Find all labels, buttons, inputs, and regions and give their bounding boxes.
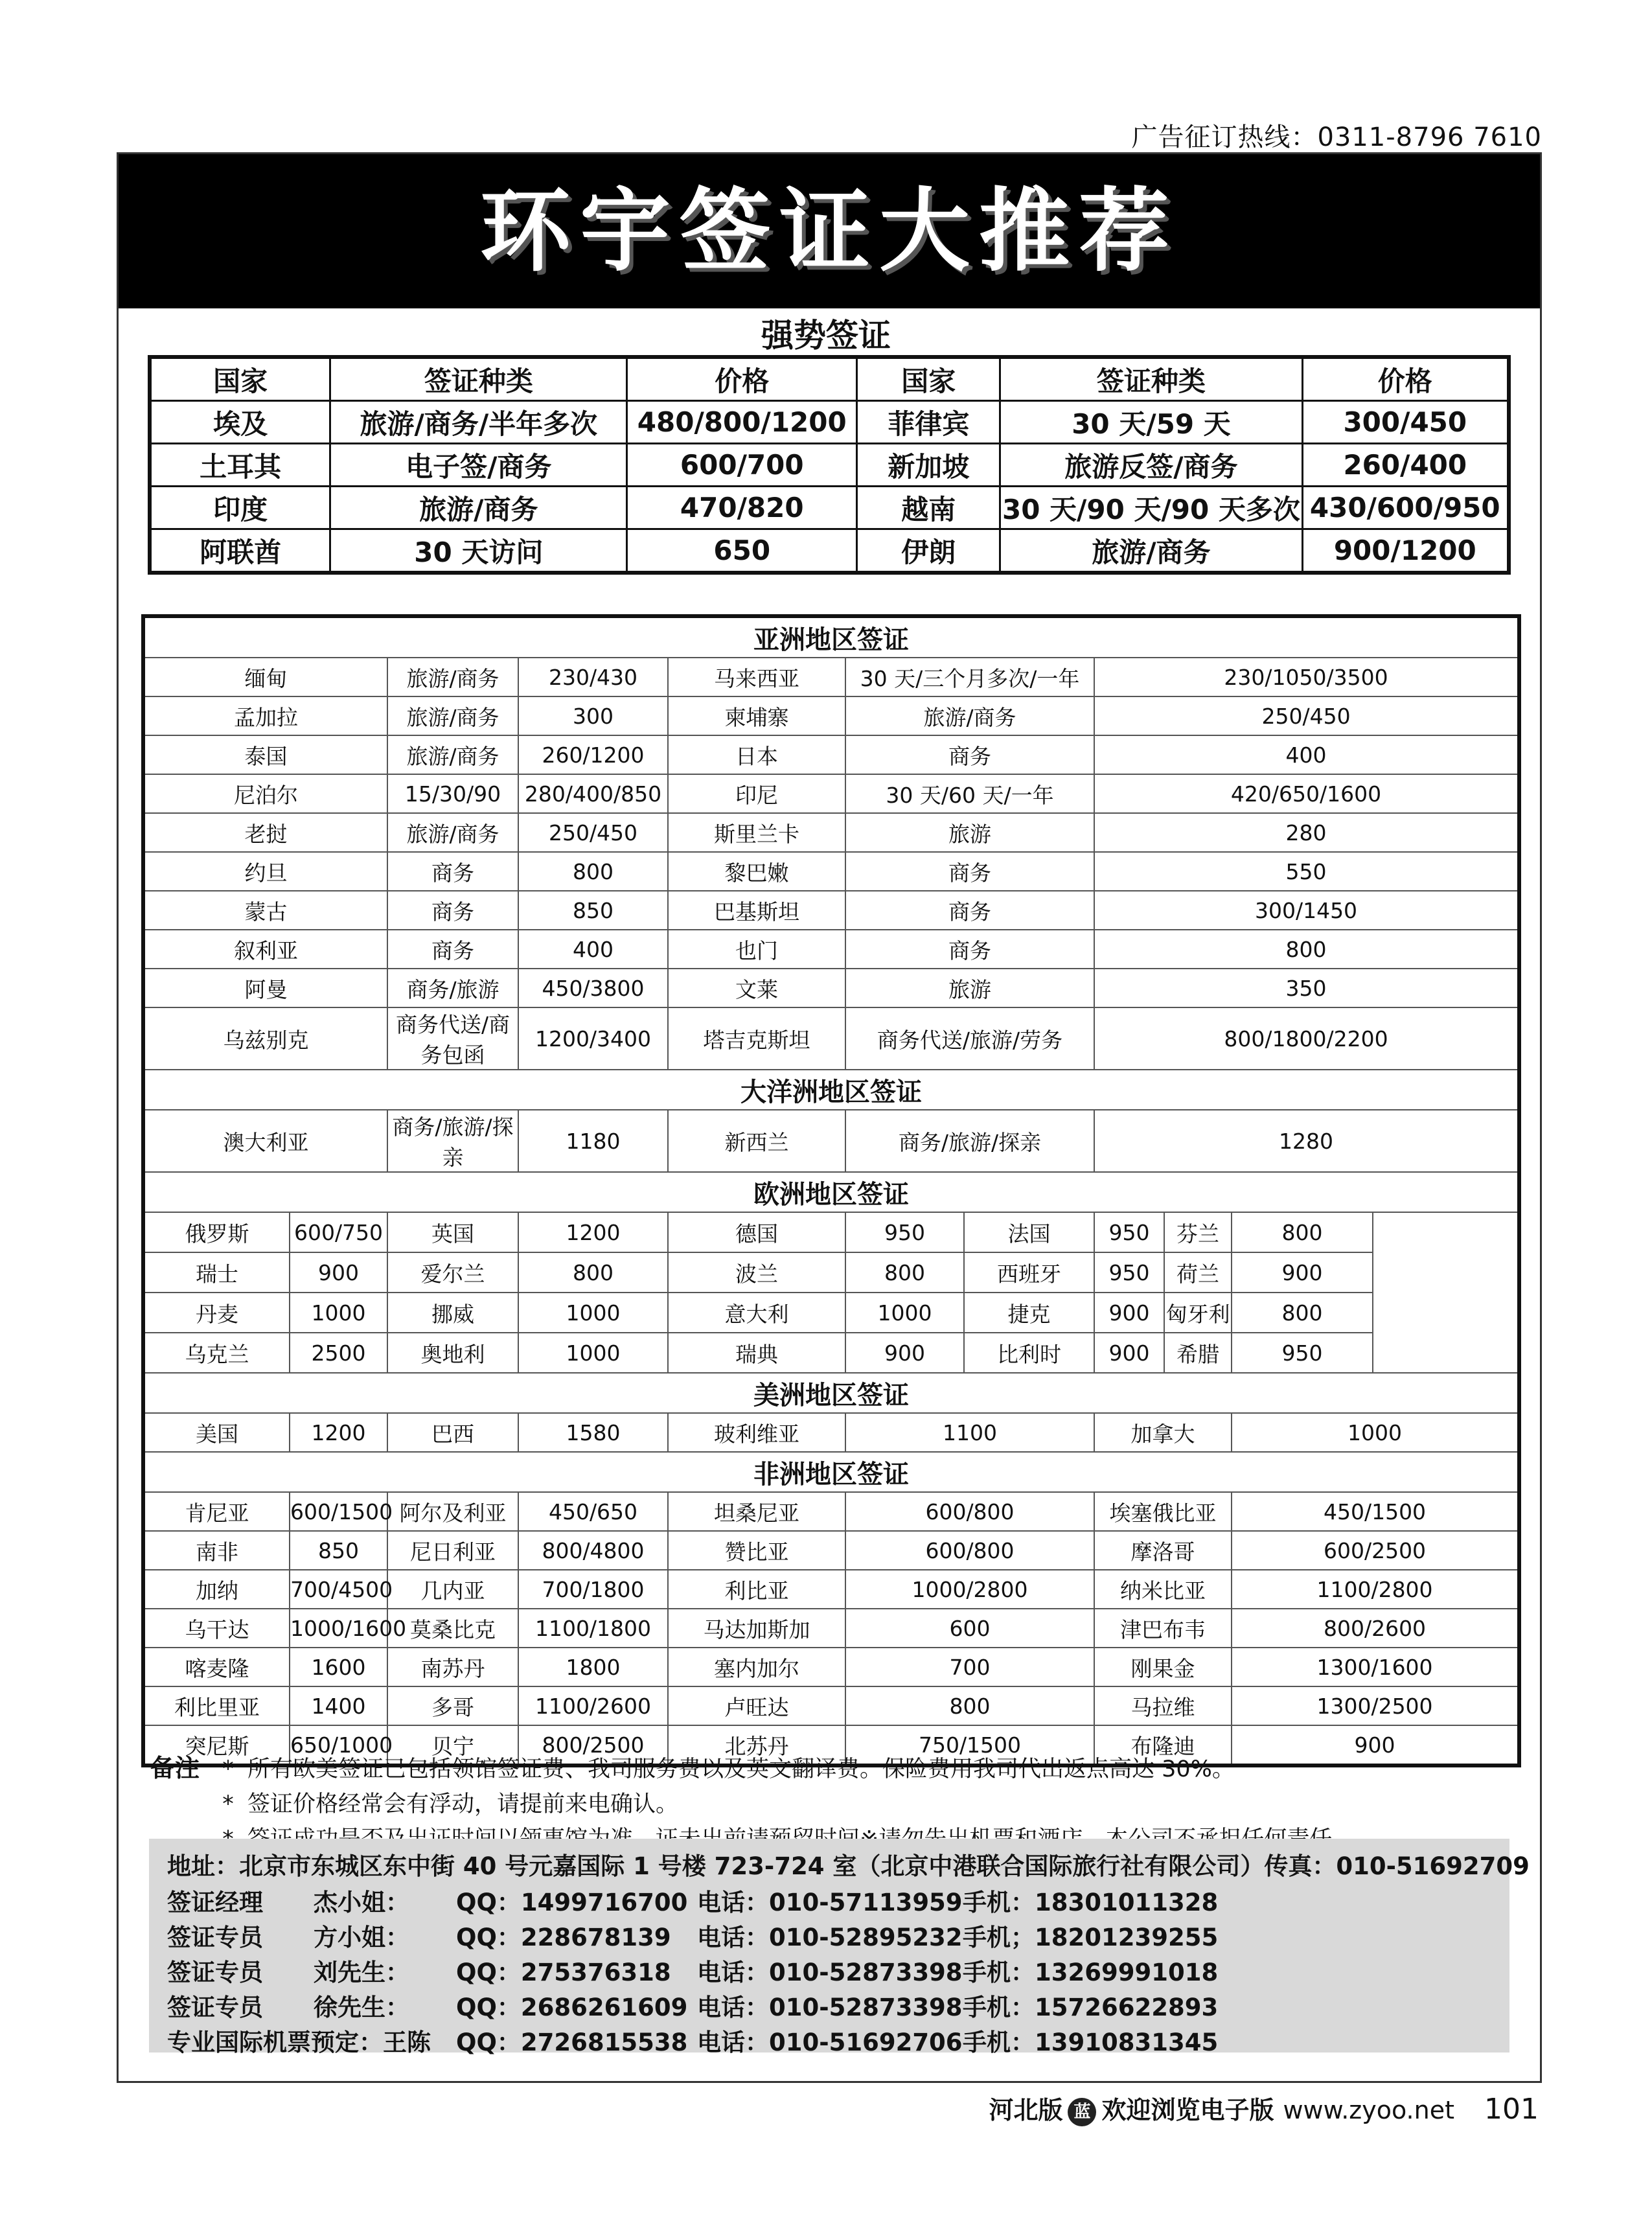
table-cell: 布隆迪 (1094, 1725, 1232, 1765)
table-cell: 1300/2500 (1232, 1686, 1519, 1725)
table-cell: 1100/1800 (518, 1609, 668, 1648)
table-cell: 商务 (387, 891, 518, 930)
table-row (143, 1492, 1519, 1531)
table-row (143, 1648, 1519, 1686)
table-cell: 1000 (290, 1293, 387, 1333)
table-cell: 1000/1600 (290, 1609, 387, 1648)
table-cell: 瑞士 (143, 1252, 290, 1293)
table-cell: 越南 (857, 487, 1000, 529)
table-cell: 商务 (387, 930, 518, 969)
table-cell: 商务 (845, 891, 1094, 930)
table-cell: 签证种类 (330, 357, 627, 401)
table-cell: 600 (845, 1609, 1094, 1648)
table-row (143, 813, 1519, 852)
table-cell: 丹麦 (143, 1293, 290, 1333)
table-cell: 新西兰 (668, 1110, 845, 1172)
region-heading-row (143, 1070, 1519, 1110)
table-cell: 法国 (964, 1212, 1094, 1252)
note-text: 所有欧美签证已包括领馆签证费、我司服务费以及英文翻译费。保险费用我司代出返点高达 30%。 (247, 1756, 1235, 1782)
table-cell: 多哥 (387, 1686, 518, 1725)
table-cell: 650 (627, 529, 857, 573)
table-row (143, 696, 1519, 735)
table-cell: 30 天/60 天/一年 (845, 774, 1094, 813)
table-cell: 荷兰 (1164, 1252, 1232, 1293)
table-cell: 蒙古 (143, 891, 387, 930)
table-row (143, 852, 1519, 891)
table-cell: 加拿大 (1094, 1413, 1232, 1452)
table-cell: 400 (518, 930, 668, 969)
table-cell: 300/1450 (1094, 891, 1519, 930)
table-row (143, 1110, 1519, 1172)
table-cell: 1180 (518, 1110, 668, 1172)
contact-role: 签证专员 (167, 1959, 263, 1986)
table-cell: 尼日利亚 (387, 1531, 518, 1570)
table-cell: 800/1800/2200 (1094, 1007, 1519, 1070)
table-cell: 600/2500 (1232, 1531, 1519, 1570)
table-row (143, 1333, 1519, 1373)
table-row (143, 1293, 1519, 1333)
table-cell: 俄罗斯 (143, 1212, 290, 1252)
table-cell: 孟加拉 (143, 696, 387, 735)
contact-name: 杰小姐： (314, 1889, 409, 1916)
table-cell: 捷克 (964, 1293, 1094, 1333)
table-row (143, 969, 1519, 1007)
table-cell: 230/430 (518, 658, 668, 696)
table-cell: 莫桑比克 (387, 1609, 518, 1648)
table-cell: 800/4800 (518, 1531, 668, 1570)
table-row (143, 1252, 1519, 1293)
region-heading: 美洲地区签证 (143, 1373, 1519, 1413)
table-row (143, 1413, 1519, 1452)
table-cell: 600/1500 (290, 1492, 387, 1531)
table-cell: 德国 (668, 1212, 845, 1252)
region-heading-row (143, 1452, 1519, 1492)
table-cell: 700/1800 (518, 1570, 668, 1609)
table-cell: 800 (845, 1686, 1094, 1725)
table-cell: 黎巴嫩 (668, 852, 845, 891)
table-cell: 利比里亚 (143, 1686, 290, 1725)
contact-mobile[interactable]: 手机：18301011328 (963, 1889, 1219, 1916)
table-row (143, 1212, 1519, 1252)
table-cell: 商务 (845, 930, 1094, 969)
table-cell: 刚果金 (1094, 1648, 1232, 1686)
table-cell: 600/700 (627, 444, 857, 487)
welcome-text: 欢迎浏览电子版 (1101, 2096, 1274, 2124)
table-cell: 商务 (387, 852, 518, 891)
table-cell: 旅游反签/商务 (1000, 444, 1302, 487)
table-cell: 南苏丹 (387, 1648, 518, 1686)
table-cell: 巴西 (387, 1413, 518, 1452)
table-cell: 1000 (845, 1293, 964, 1333)
table-cell: 希腊 (1164, 1333, 1232, 1373)
table-cell: 1300/1600 (1232, 1648, 1519, 1686)
table-cell: 30 天/三个月多次/一年 (845, 658, 1094, 696)
table-cell: 旅游/商务 (330, 487, 627, 529)
region-heading: 欧洲地区签证 (143, 1172, 1519, 1212)
table-cell: 850 (518, 891, 668, 930)
table-cell: 商务/旅游 (387, 969, 518, 1007)
table-cell: 300/450 (1302, 401, 1509, 444)
ad-hotline: 广告征订热线：0311-8796 7610 (1131, 122, 1542, 152)
website-link[interactable]: www.zyoo.net (1283, 2096, 1455, 2124)
table-cell: 800 (1232, 1293, 1373, 1333)
table-cell: 900 (845, 1333, 964, 1373)
table-cell: 巴基斯坦 (668, 891, 845, 930)
table-cell: 塞内加尔 (668, 1648, 845, 1686)
table-cell: 900/1200 (1302, 529, 1509, 573)
strong-visa-heading: 强势签证 (761, 317, 891, 354)
table-cell: 旅游/商务/半年多次 (330, 401, 627, 444)
contact-panel (149, 1839, 1530, 2056)
table-cell: 1580 (518, 1413, 668, 1452)
contact-role: 签证经理 (167, 1889, 263, 1916)
table-cell: 1000 (518, 1293, 668, 1333)
table-cell: 挪威 (387, 1293, 518, 1333)
note-line (150, 1751, 1332, 1787)
table-cell: 280 (1094, 813, 1519, 852)
contact-qq[interactable]: QQ：228678139 (456, 1924, 671, 1951)
table-row (143, 891, 1519, 930)
table-cell: 塔吉克斯坦 (668, 1007, 845, 1070)
title-banner (119, 154, 1540, 308)
table-cell: 450/1500 (1232, 1492, 1519, 1531)
region-heading: 亚洲地区签证 (143, 616, 1519, 658)
table-row (150, 487, 1509, 529)
contact-phone[interactable]: 电话：010-52895232 (697, 1924, 963, 1951)
contact-phone[interactable]: 电话：010-51692706 (697, 2029, 963, 2056)
table-row (143, 1686, 1519, 1725)
table-cell: 商务/旅游/探亲 (387, 1110, 518, 1172)
table-cell: 260/400 (1302, 444, 1509, 487)
table-cell: 突尼斯 (143, 1725, 290, 1765)
contact-phone[interactable]: 电话：010-52873398 (697, 1994, 963, 2021)
table-cell: 几内亚 (387, 1570, 518, 1609)
table-cell: 900 (1232, 1725, 1519, 1765)
edition-label: 河北版 (989, 2096, 1063, 2124)
region-heading: 非洲地区签证 (143, 1452, 1519, 1492)
table-cell: 菲律宾 (857, 401, 1000, 444)
table-row (143, 774, 1519, 813)
table-cell: 伊朗 (857, 529, 1000, 573)
table-cell: 700 (845, 1648, 1094, 1686)
table-cell: 签证种类 (1000, 357, 1302, 401)
table-cell: 300 (518, 696, 668, 735)
table-cell: 950 (1094, 1212, 1164, 1252)
table-cell: 旅游 (845, 969, 1094, 1007)
contact-name: 徐先生： (314, 1994, 409, 2021)
table-cell: 美国 (143, 1413, 290, 1452)
table-cell: 750/1500 (845, 1725, 1094, 1765)
table-cell: 旅游/商务 (387, 735, 518, 774)
contact-mobile[interactable]: 手机：13910831345 (963, 2029, 1219, 2056)
table-cell: 马拉维 (1094, 1686, 1232, 1725)
table-cell: 国家 (150, 357, 330, 401)
table-cell: 新加坡 (857, 444, 1000, 487)
table-cell: 贝宁 (387, 1725, 518, 1765)
table-cell: 赞比亚 (668, 1531, 845, 1570)
table-cell: 470/820 (627, 487, 857, 529)
table-cell: 1800 (518, 1648, 668, 1686)
table-cell: 旅游/商务 (387, 813, 518, 852)
table-cell: 550 (1094, 852, 1519, 891)
table-cell: 430/600/950 (1302, 487, 1509, 529)
table-row (143, 658, 1519, 696)
note-line (150, 1787, 1332, 1822)
table-cell: 950 (845, 1212, 964, 1252)
contact-phone[interactable]: 电话：010-57113959 (697, 1889, 963, 1916)
table-cell: 旅游 (845, 813, 1094, 852)
table-cell: 阿尔及利亚 (387, 1492, 518, 1531)
table-cell: 玻利维亚 (668, 1413, 845, 1452)
table-cell: 800 (845, 1252, 964, 1293)
table-cell: 800/2600 (1232, 1609, 1519, 1648)
table-cell: 津巴布韦 (1094, 1609, 1232, 1648)
table-cell: 400 (1094, 735, 1519, 774)
contact-qq[interactable]: QQ：275376318 (456, 1959, 671, 1986)
table-cell: 英国 (387, 1212, 518, 1252)
table-cell: 1600 (290, 1648, 387, 1686)
table-cell: 纳米比亚 (1094, 1570, 1232, 1609)
table-cell: 950 (1094, 1252, 1164, 1293)
contact-name: 刘先生： (314, 1959, 409, 1986)
notes-label: 备注 (150, 1754, 200, 1782)
table-cell: 900 (1094, 1293, 1164, 1333)
table-cell: 埃塞俄比亚 (1094, 1492, 1232, 1531)
table-cell: 乌克兰 (143, 1333, 290, 1373)
table-cell: 1000/2800 (845, 1570, 1094, 1609)
table-cell: 马达加斯加 (668, 1609, 845, 1648)
table-row (143, 1531, 1519, 1570)
table-row (150, 444, 1509, 487)
table-cell: 800 (1094, 930, 1519, 969)
table-cell: 350 (1094, 969, 1519, 1007)
table-cell: 西班牙 (964, 1252, 1094, 1293)
table-cell: 商务代送/商务包函 (387, 1007, 518, 1070)
table-cell: 价格 (627, 357, 857, 401)
table-cell: 旅游/商务 (387, 658, 518, 696)
table-cell: 15/30/90 (387, 774, 518, 813)
table-cell: 电子签/商务 (330, 444, 627, 487)
table-cell: 420/650/1600 (1094, 774, 1519, 813)
table-cell: 250/450 (518, 813, 668, 852)
table-cell: 450/3800 (518, 969, 668, 1007)
table-cell: 价格 (1302, 357, 1509, 401)
table-cell: 日本 (668, 735, 845, 774)
contact-qq[interactable]: QQ：2686261609 (456, 1994, 688, 2021)
table-cell: 商务 (845, 852, 1094, 891)
strong-visa-table (148, 355, 1511, 575)
table-cell: 旅游/商务 (387, 696, 518, 735)
region-heading-row (143, 1373, 1519, 1413)
note-star: * (222, 1791, 234, 1817)
table-cell: 文莱 (668, 969, 845, 1007)
table-cell: 加纳 (143, 1570, 290, 1609)
regional-visa-table (141, 614, 1521, 1767)
table-cell: 2500 (290, 1333, 387, 1373)
table-cell: 北苏丹 (668, 1725, 845, 1765)
edition-badge-icon: 蓝 (1068, 2098, 1096, 2126)
table-cell: 1100/2800 (1232, 1570, 1519, 1609)
table-cell: 商务/旅游/探亲 (845, 1110, 1094, 1172)
table-cell: 800/2500 (518, 1725, 668, 1765)
table-cell: 南非 (143, 1531, 290, 1570)
table-cell: 1000 (1232, 1413, 1519, 1452)
table-cell: 波兰 (668, 1252, 845, 1293)
table-cell: 尼泊尔 (143, 774, 387, 813)
region-heading: 大洋洲地区签证 (143, 1070, 1519, 1110)
table-cell: 卢旺达 (668, 1686, 845, 1725)
table-cell: 埃及 (150, 401, 330, 444)
table-cell: 商务 (845, 735, 1094, 774)
table-row (143, 1570, 1519, 1609)
contact-phone[interactable]: 电话：010-52873398 (697, 1959, 963, 1986)
table-cell: 旅游/商务 (1000, 529, 1302, 573)
contact-mobile[interactable]: 手机：15726622893 (963, 1994, 1219, 2021)
table-cell: 斯里兰卡 (668, 813, 845, 852)
region-heading-row (143, 616, 1519, 658)
table-cell: 1100/2600 (518, 1686, 668, 1725)
table-cell: 950 (1232, 1333, 1373, 1373)
table-cell: 650/1000 (290, 1725, 387, 1765)
table-cell: 肯尼亚 (143, 1492, 290, 1531)
table-cell: 800 (1232, 1212, 1373, 1252)
table-cell: 900 (290, 1252, 387, 1293)
table-cell: 800 (518, 852, 668, 891)
table-cell: 1200 (518, 1212, 668, 1252)
table-cell: 230/1050/3500 (1094, 658, 1519, 696)
table-cell: 900 (1232, 1252, 1373, 1293)
table-row (150, 529, 1509, 573)
table-cell: 1100 (845, 1413, 1094, 1452)
table-cell: 乌干达 (143, 1609, 290, 1648)
table-cell: 比利时 (964, 1333, 1094, 1373)
table-cell: 280/400/850 (518, 774, 668, 813)
table-cell: 马来西亚 (668, 658, 845, 696)
table-cell: 瑞典 (668, 1333, 845, 1373)
table-cell: 450/650 (518, 1492, 668, 1531)
table-cell: 700/4500 (290, 1570, 387, 1609)
table-row (143, 1007, 1519, 1070)
region-heading-row (143, 1172, 1519, 1212)
table-cell: 泰国 (143, 735, 387, 774)
company-address: 地址：北京市东城区东中街 40 号元嘉国际 1 号楼 723-724 室（北京中港联合国际旅行社有限公司）传真：010-51692709 (167, 1852, 1530, 1880)
banner-title: 环宇签证大推荐 (479, 179, 1178, 284)
table-cell: 印度 (150, 487, 330, 529)
table-cell: 30 天/59 天 (1000, 401, 1302, 444)
page-number: 101 (1484, 2093, 1539, 2126)
contact-role: 签证专员 (167, 1924, 263, 1951)
table-cell: 土耳其 (150, 444, 330, 487)
ticket-agent: 专业国际机票预定：王陈 (167, 2029, 431, 2056)
table-cell: 阿联酋 (150, 529, 330, 573)
page-footer (989, 2090, 1539, 2126)
table-cell: 印尼 (668, 774, 845, 813)
table-cell: 芬兰 (1164, 1212, 1232, 1252)
contact-qq[interactable]: QQ：2726815538 (456, 2029, 688, 2056)
table-cell: 600/750 (290, 1212, 387, 1252)
table-cell: 缅甸 (143, 658, 387, 696)
table-cell: 澳大利亚 (143, 1110, 387, 1172)
table-row (143, 735, 1519, 774)
table-cell: 阿曼 (143, 969, 387, 1007)
table-cell: 坦桑尼亚 (668, 1492, 845, 1531)
table-cell: 30 天/90 天/90 天多次 (1000, 487, 1302, 529)
table-cell: 800 (518, 1252, 668, 1293)
table-cell: 喀麦隆 (143, 1648, 290, 1686)
table-cell: 850 (290, 1531, 387, 1570)
contact-role: 签证专员 (167, 1994, 263, 2021)
table-cell: 约旦 (143, 852, 387, 891)
table-cell: 1000 (518, 1333, 668, 1373)
table-cell: 30 天访问 (330, 529, 627, 573)
table-cell: 利比亚 (668, 1570, 845, 1609)
table-cell: 匈牙利 (1164, 1293, 1232, 1333)
table-header-row (150, 357, 1509, 401)
table-cell: 老挝 (143, 813, 387, 852)
table-cell: 意大利 (668, 1293, 845, 1333)
contact-mobile[interactable]: 手机：13269991018 (963, 1959, 1219, 1986)
table-cell: 600/800 (845, 1492, 1094, 1531)
table-cell: 爱尔兰 (387, 1252, 518, 1293)
table-cell: 旅游/商务 (845, 696, 1094, 735)
table-cell: 叙利亚 (143, 930, 387, 969)
contact-name: 方小姐： (314, 1924, 409, 1951)
table-cell: 480/800/1200 (627, 401, 857, 444)
table-cell: 1200/3400 (518, 1007, 668, 1070)
table-cell: 250/450 (1094, 696, 1519, 735)
table-row (143, 1609, 1519, 1648)
table-cell: 商务代送/旅游/劳务 (845, 1007, 1094, 1070)
contact-mobile[interactable]: 手机；18201239255 (963, 1924, 1219, 1951)
table-cell: 1280 (1094, 1110, 1519, 1172)
table-cell: 国家 (857, 357, 1000, 401)
table-cell: 奥地利 (387, 1333, 518, 1373)
table-cell: 1400 (290, 1686, 387, 1725)
table-cell: 260/1200 (518, 735, 668, 774)
table-row (143, 930, 1519, 969)
table-cell: 1200 (290, 1413, 387, 1452)
table-cell: 柬埔寨 (668, 696, 845, 735)
table-cell: 600/800 (845, 1531, 1094, 1570)
table-cell: 摩洛哥 (1094, 1531, 1232, 1570)
note-text: 签证价格经常会有浮动，请提前来电确认。 (247, 1791, 679, 1817)
table-cell: 也门 (668, 930, 845, 969)
table-row (150, 401, 1509, 444)
table-cell: 900 (1094, 1333, 1164, 1373)
contact-qq[interactable]: QQ：1499716700 (456, 1889, 688, 1916)
note-star: * (222, 1756, 234, 1782)
table-cell: 乌兹别克 (143, 1007, 387, 1070)
